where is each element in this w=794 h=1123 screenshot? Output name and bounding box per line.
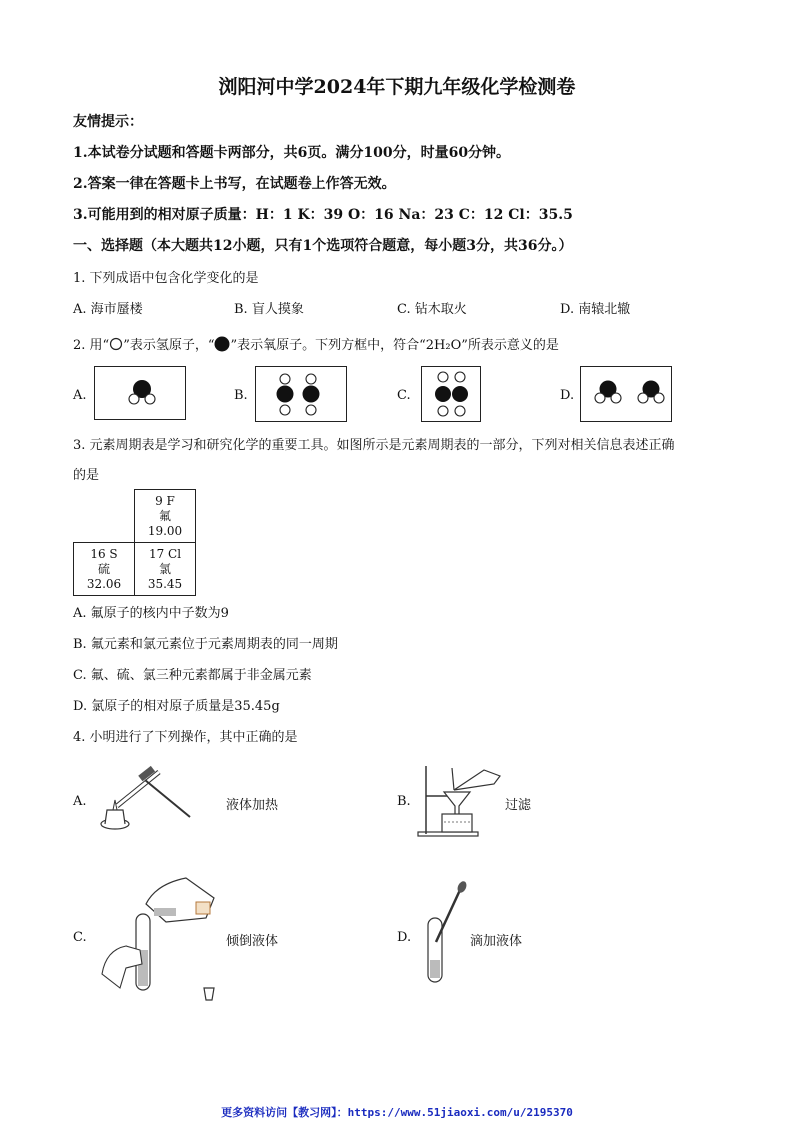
q4-label-d: D.	[397, 930, 412, 945]
q2-option-c-box	[421, 366, 481, 422]
tips-heading: 友情提示：	[73, 114, 143, 130]
q4-caption-b: 过滤	[505, 798, 532, 813]
tip-2: 2.答案一律在答题卡上书写，在试题卷上作答无效。	[73, 176, 396, 192]
q3-option-d: D. 氯原子的相对原子质量是35.45g	[73, 699, 280, 714]
q3-option-a: A. 氟原子的核内中子数为9	[73, 606, 229, 621]
q4-label-b: B.	[397, 794, 411, 809]
oxygen-atom-icon	[214, 336, 230, 352]
q3-option-b: B. 氟元素和氯元素位于元素周期表的同一周期	[73, 637, 338, 652]
q2-label-d: D.	[560, 388, 575, 403]
q1-option-c: C. 钻木取火	[397, 302, 467, 317]
q1-stem: 1. 下列成语中包含化学变化的是	[73, 271, 259, 286]
q2-stem: 2. 用“ ”表示氢原子，“ ”表示氧原子。下列方框中，符合“2H₂O”所表示意义的是	[73, 334, 559, 353]
q3-stem: 3. 元素周期表是学习和研究化学的重要工具。如图所示是元素周期表的一部分，下列对相关信息表述正确	[73, 438, 675, 453]
q4-label-a: A.	[73, 794, 87, 809]
q2-option-b-box	[255, 366, 347, 422]
q4-label-c: C.	[73, 930, 87, 945]
section-heading: 一、选择题（本大题共12小题，只有1个选项符合题意，每小题3分，共36分。）	[73, 238, 573, 254]
element-cell-s: 16 S 硫 32.06	[74, 543, 135, 596]
dropping-liquid-illustration	[420, 880, 470, 990]
molecule-diagram-a	[95, 367, 185, 419]
q4-caption-c: 倾倒液体	[226, 934, 279, 949]
q4-stem: 4. 小明进行了下列操作，其中正确的是	[73, 730, 298, 745]
pouring-liquid-illustration	[96, 864, 226, 1004]
molecule-diagram-d	[581, 367, 671, 421]
hydrogen-atom-icon	[109, 337, 123, 351]
q2-option-a-box	[94, 366, 186, 420]
q1-option-d: D. 南辕北辙	[560, 302, 631, 317]
q1-option-b: B. 盲人摸象	[234, 302, 304, 317]
q3-option-c: C. 氟、硫、氯三种元素都属于非金属元素	[73, 668, 312, 683]
q3-stem-cont: 的是	[73, 468, 100, 483]
q2-label-c: C.	[397, 388, 411, 403]
q4-caption-a: 液体加热	[226, 798, 279, 813]
liquid-heating-illustration	[95, 762, 205, 840]
q4-caption-d: 滴加液体	[470, 934, 523, 949]
q2-label-b: B.	[234, 388, 248, 403]
footer-link[interactable]: 更多资料访问【教习网】：https://www.51jiaoxi.com/u/2195370	[221, 1106, 573, 1119]
q2-option-d-box	[580, 366, 672, 422]
filtration-illustration	[414, 762, 504, 838]
molecule-diagram-c	[422, 367, 480, 421]
element-cell-f: 9 F 氟 19.00	[135, 490, 196, 543]
q2-label-a: A.	[73, 388, 87, 403]
page-title: 浏阳河中学2024年下期九年级化学检测卷	[218, 76, 576, 98]
tip-3: 3.可能用到的相对原子质量：H：1 K：39 O：16 Na：23 C：12 Cl：35.5	[73, 207, 573, 223]
periodic-table-excerpt	[73, 489, 196, 596]
q1-option-a: A. 海市蜃楼	[73, 302, 143, 317]
tip-1: 1.本试卷分试题和答题卡两部分，共6页。满分100分，时量60分钟。	[73, 145, 511, 161]
molecule-diagram-b	[256, 367, 346, 421]
element-cell-cl: 17 Cl 氯 35.45	[135, 543, 196, 596]
